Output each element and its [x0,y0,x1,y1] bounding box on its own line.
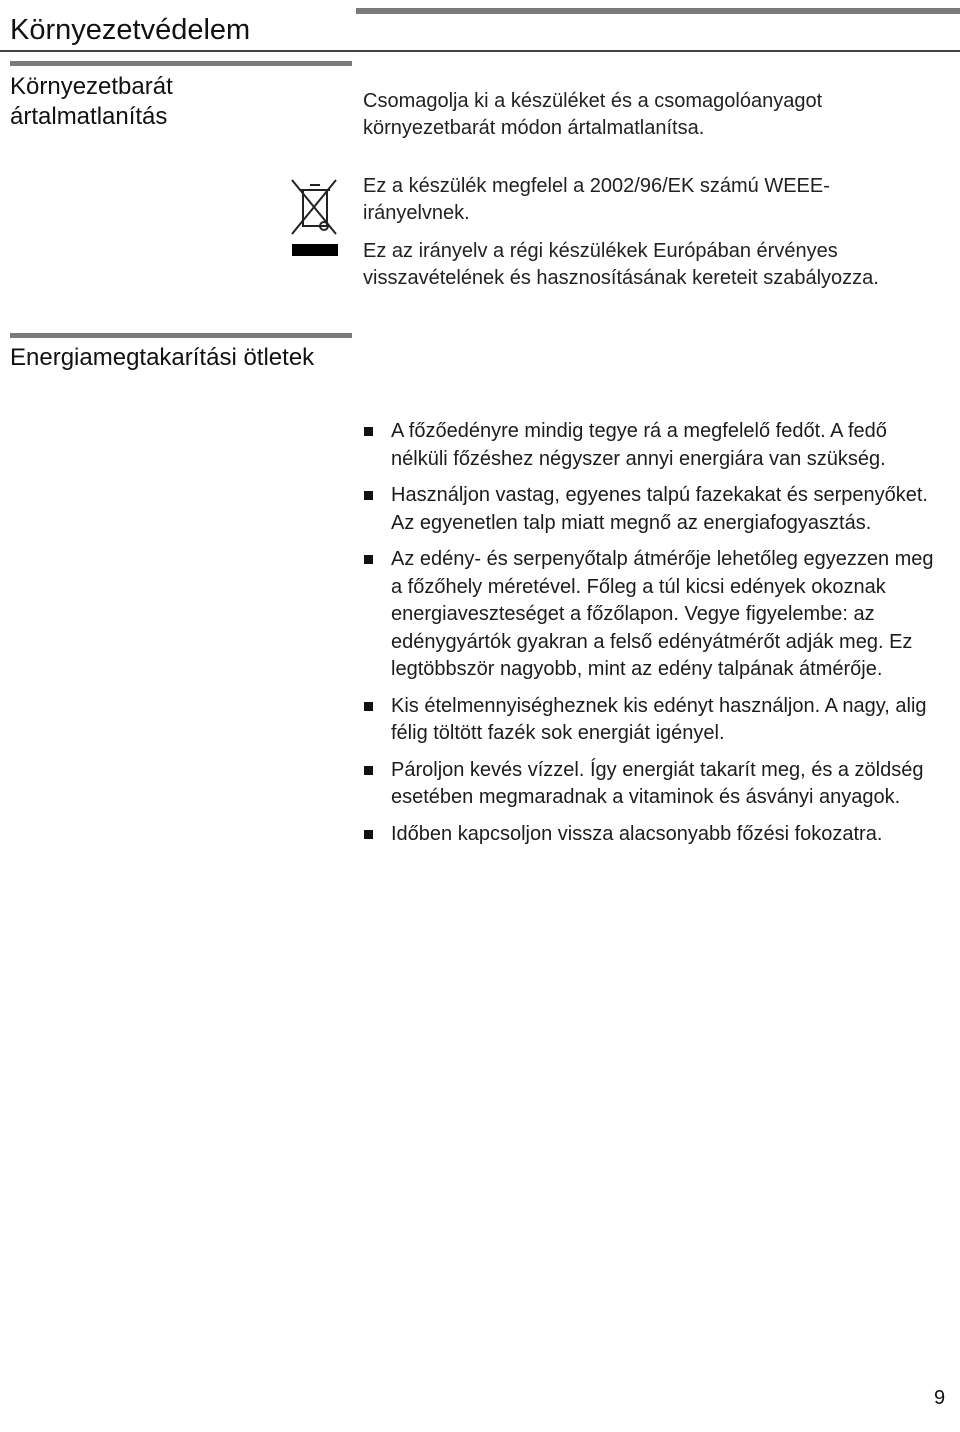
list-item: Időben kapcsoljon vissza alacsonyabb főzési fokozatra. [356,821,946,849]
weee-scope-paragraph: Ez az irányelv a régi készülékek Európában érvényes visszavételének és hasznosításának kereteit szabályozza. [363,240,879,289]
section-env-rule [10,61,352,66]
bullet-icon [364,427,373,436]
bullet-icon [364,555,373,564]
list-item: Használjon vastag, egyenes talpú fazekakat és serpenyőket. Az egyenetlen talp miatt megnő az energiafogyasztás. [356,482,946,537]
title-rule-right [356,8,960,14]
list-item: Az edény- és serpenyőtalp átmérője lehetőleg egyezzen meg a főzőhely méretével. Főleg a túl kicsi edények okoznak energiaveszteséget a főzőlapon. Vegye figyelembe: az edénygyártók gyakran a felső edényátmérőt adják meg. Ez legtöbbször nagyobb, mint az edény talpának átmérője. [356,546,946,684]
energy-tips-list [356,418,946,857]
bullet-icon [364,766,373,775]
bullet-icon [364,702,373,711]
section-env-heading: Környezetbarát ártalmatlanítás [10,73,173,130]
section-energy-rule [10,333,352,338]
list-item: A főzőedényre mindig tegye rá a megfelelő fedőt. A fedő nélküli főzéshez négyszer annyi energiára van szükség. [356,418,946,473]
weee-icon [286,174,344,264]
page-number: 9 [934,1387,946,1409]
weee-directive-paragraph: Ez a készülék megfelel a 2002/96/EK számú WEEE-irányelvnek. [363,175,830,224]
list-item: Pároljon kevés vízzel. Így energiát takarít meg, és a zöldség esetében megmaradnak a vitaminok és ásványi anyagok. [356,757,946,812]
title-rule [0,50,960,52]
bullet-icon [364,830,373,839]
env-intro-paragraph: Csomagolja ki a készüléket és a csomagolóanyagot környezetbarát módon ártalmatlanítsa. [363,90,823,139]
section-energy-heading: Energiamegtakarítási ötletek [10,344,315,371]
bullet-icon [364,491,373,500]
page-title: Környezetvédelem [10,14,251,46]
list-item: Kis ételmennyiségheznek kis edényt használjon. A nagy, alig félig töltött fazék sok energiát igényel. [356,693,946,748]
